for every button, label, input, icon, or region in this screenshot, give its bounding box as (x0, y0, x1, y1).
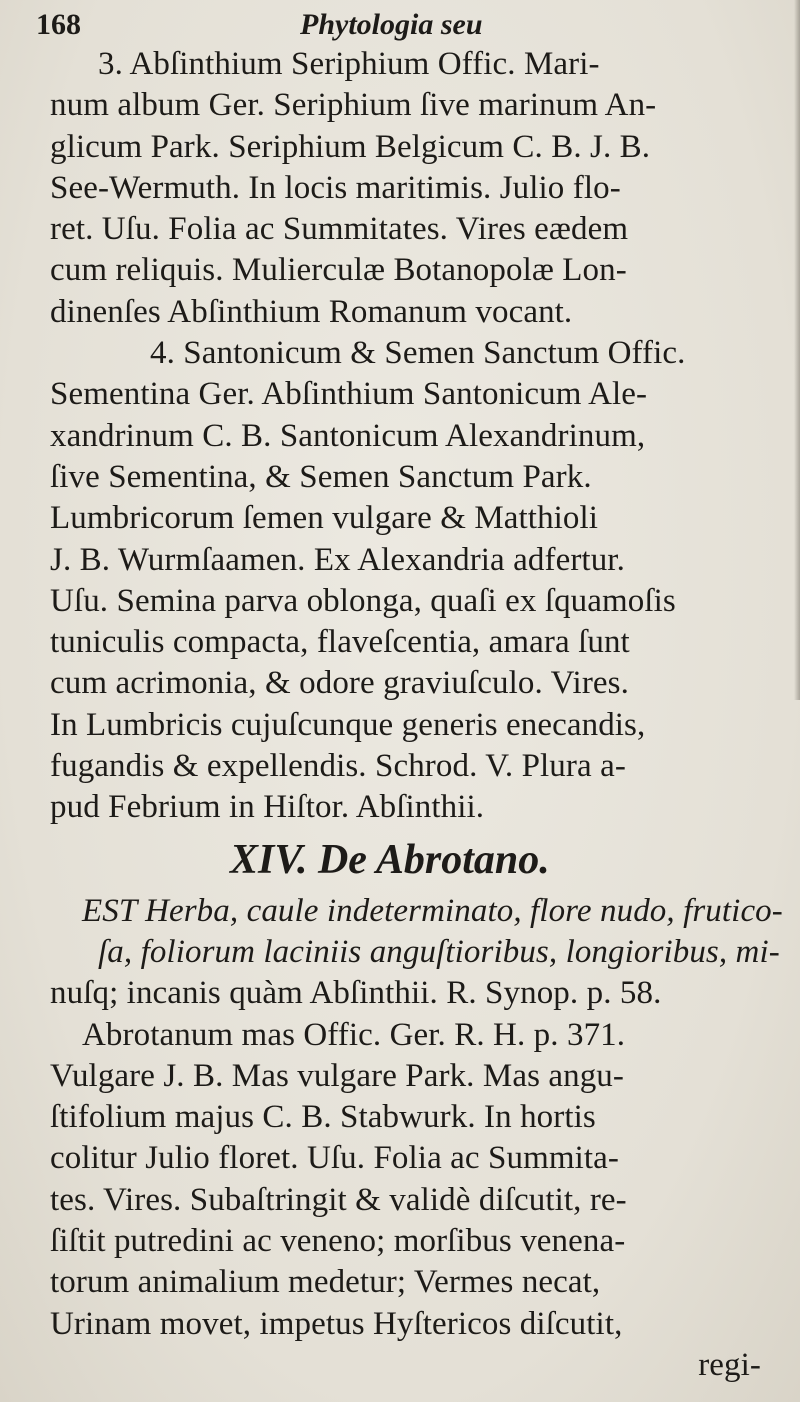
text-line: Lumbricorum ſemen vulgare & Matthioli (50, 500, 599, 537)
text-line: cum acrimonia, & odore graviuſculo. Vires. (50, 665, 629, 702)
page-edge-shadow (794, 0, 800, 700)
text-line: Abrotanum mas Offic. Ger. R. H. p. 371. (82, 1016, 626, 1053)
text-line: tuniculis compacta, flaveſcentia, amara ſunt (50, 624, 630, 661)
text-line: Vulgare J. B. Mas vulgare Park. Mas angu- (50, 1057, 624, 1094)
text-line: colitur Julio floret. Uſu. Folia ac Summita- (50, 1140, 619, 1177)
text-line: Uſu. Semina parva oblonga, quaſi ex ſquamoſis (50, 582, 676, 619)
section-heading: XIV. De Abrotano. (230, 836, 550, 883)
text-line: fugandis & expellendis. Schrod. V. Plura a- (50, 748, 626, 785)
text-line: 3. Abſinthium Seriphium Offic. Mari- (98, 46, 600, 82)
text-line: glicum Park. Seriphium Belgicum C. B. J. B. (50, 128, 651, 165)
text-line: J. B. Wurmſaamen. Ex Alexandria adfertur. (50, 541, 625, 578)
text-line: tes. Vires. Subaſtringit & validè diſcutit, re- (50, 1181, 627, 1218)
body-text (50, 44, 785, 1386)
text-line: xandrinum C. B. Santonicum Alexandrinum, (50, 417, 646, 454)
text-line: 4. Santonicum & Semen Sanctum Offic. (150, 335, 686, 372)
catchword: regi- (698, 1346, 761, 1383)
page-header (0, 6, 800, 46)
text-line: pud Febrium in Hiſtor. Abſinthii. (50, 789, 485, 826)
text-line: ſa, foliorum laciniis anguſtioribus, longioribus, mi- (98, 933, 780, 970)
text-line: cum reliquis. Mulierculæ Botanopolæ Lon- (50, 252, 627, 289)
text-line: In Lumbricis cujuſcunque generis enecandis, (50, 706, 646, 743)
text-line: num album Ger. Seriphium ſive marinum An- (50, 87, 657, 124)
running-head: Phytologia seu (300, 8, 483, 41)
text-line: nuſq; incanis quàm Abſinthii. R. Synop. p. 58. (50, 975, 662, 1012)
text-line: Sementina Ger. Abſinthium Santonicum Ale- (50, 376, 648, 413)
text-line: torum animalium medetur; Vermes necat, (50, 1264, 601, 1301)
text-line: ret. Uſu. Folia ac Summitates. Vires eædem (50, 211, 629, 248)
page-number: 168 (36, 8, 81, 41)
text-line: ſiſtit putredini ac veneno; morſibus venena- (50, 1223, 626, 1260)
text-line: See-Wermuth. In locis maritimis. Julio flo- (50, 169, 621, 206)
text-line: EST Herba, caule indeterminato, flore nudo, frutico- (82, 892, 783, 929)
text-line: Urinam movet, impetus Hyſtericos diſcutit, (50, 1305, 623, 1342)
text-line: ſive Sementina, & Semen Sanctum Park. (50, 458, 592, 495)
text-line: ſtifolium majus C. B. Stabwurk. In hortis (50, 1099, 596, 1136)
text-line: dinenſes Abſinthium Romanum vocant. (50, 293, 573, 330)
